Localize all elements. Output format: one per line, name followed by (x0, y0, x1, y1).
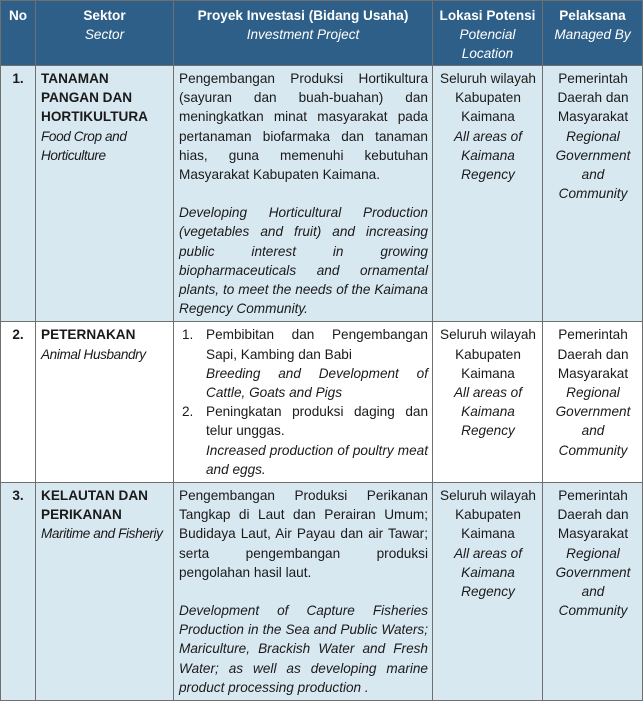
project-text-en: Developing Horticultural Production (vegetables and fruit) and increasing public interest in growing biopharmaceuticals and ornamental plants, to meet the needs of the Kaimana Regency Community. (179, 205, 428, 317)
location-text-id: Seluruh wilayah Kabupaten Kaimana (440, 71, 536, 125)
list-item-text-id: Pembibitan dan Pengembangan Sapi, Kambing dan Babi (206, 327, 428, 362)
project-item-list (179, 325, 428, 479)
list-item-number: 1. (182, 327, 194, 343)
list-item-text-en: Breeding and Development of Cattle, Goats and Pigs (206, 365, 428, 401)
location-text-en: All areas of Kaimana Regency (453, 545, 522, 600)
managed-cell (543, 322, 643, 483)
project-text-en: Development of Capture Fisheries Production in the Sea and Public Waters; Mariculture, Brackish Water and Fresh Water; as well as developing marine product processing production . (179, 603, 428, 695)
header-sector (36, 1, 174, 66)
managed-cell (543, 66, 643, 322)
sector-cell (36, 483, 174, 701)
sector-name-id: KELAUTAN DAN PERIKANAN (41, 488, 148, 523)
table-row (1, 66, 643, 322)
header-managed-en: Managed By (554, 27, 631, 42)
managed-text-id: Pemerintah Daerah dan Masyarakat (557, 327, 629, 381)
row-number: 3. (1, 483, 36, 701)
location-cell (433, 322, 543, 483)
managed-cell (543, 483, 643, 701)
project-text-id: Pengembangan Produksi Hortikultura (sayuran dan buah-buahan) dan meningkatkan minat masyarakat pada pertanaman biofarmaka dan tanaman hias, guna memenuhi kebutuhan Masyarakat Kabupaten Kaimana. (179, 71, 428, 183)
header-location-en: Potencial Location (459, 27, 516, 61)
location-cell (433, 483, 543, 701)
location-text-en: All areas of Kaimana Regency (453, 385, 522, 439)
header-managed-id: Pelaksana (559, 8, 626, 23)
managed-text-en: Regional Government and Community (555, 385, 631, 458)
table-row (1, 322, 643, 483)
list-item-text-en: Increased production of poultry meat and eggs. (206, 442, 428, 477)
project-cell (174, 322, 433, 483)
location-text-en: All areas of Kaimana Regency (453, 128, 522, 183)
project-cell (174, 66, 433, 322)
row-number: 1. (1, 66, 36, 322)
location-text-id: Seluruh wilayah Kabupaten Kaimana (440, 327, 536, 381)
managed-text-en: Regional Government and Community (555, 545, 631, 619)
sector-name-en: Food Crop and Horticulture (41, 128, 127, 163)
managed-text-en: Regional Government and Community (555, 128, 631, 202)
sector-cell (36, 66, 174, 322)
header-no (1, 1, 36, 66)
project-text-id: Pengembangan Produksi Perikanan Tangkap di Laut dan Perairan Umum; Budidaya Laut, Air Payau dan air Tawar; serta pengembangan produksi pengolahan hasil laut. (179, 488, 428, 580)
header-location (433, 1, 543, 66)
list-item-text-id: Peningkatan produksi daging dan telur unggas. (206, 404, 428, 439)
header-sector-id: Sektor (83, 8, 126, 23)
sector-name-id: PETERNAKAN (41, 327, 136, 343)
header-row (1, 1, 643, 66)
header-project (174, 1, 433, 66)
list-item-number: 2. (182, 404, 194, 420)
header-sector-en: Sector (84, 27, 125, 42)
header-no-label: No (8, 8, 28, 23)
sector-cell (36, 322, 174, 483)
sector-name-id: TANAMAN PANGAN DAN HORTIKULTURA (41, 71, 148, 125)
location-cell (433, 66, 543, 322)
header-managed (543, 1, 643, 66)
row-number: 2. (1, 322, 36, 483)
list-item (179, 402, 428, 479)
header-project-id: Proyek Investasi (Bidang Usaha) (197, 8, 409, 23)
table-row (1, 483, 643, 701)
header-location-id: Lokasi Potensi (439, 8, 536, 23)
sector-name-en: Animal Husbandry (41, 346, 146, 362)
managed-text-id: Pemerintah Daerah dan Masyarakat (557, 71, 629, 125)
project-cell (174, 483, 433, 701)
header-project-en: Investment Project (246, 27, 360, 42)
sector-name-en: Maritime and Fisheriy (41, 526, 163, 542)
managed-text-id: Pemerintah Daerah dan Masyarakat (557, 488, 629, 542)
list-item (179, 325, 428, 402)
location-text-id: Seluruh wilayah Kabupaten Kaimana (440, 488, 536, 542)
